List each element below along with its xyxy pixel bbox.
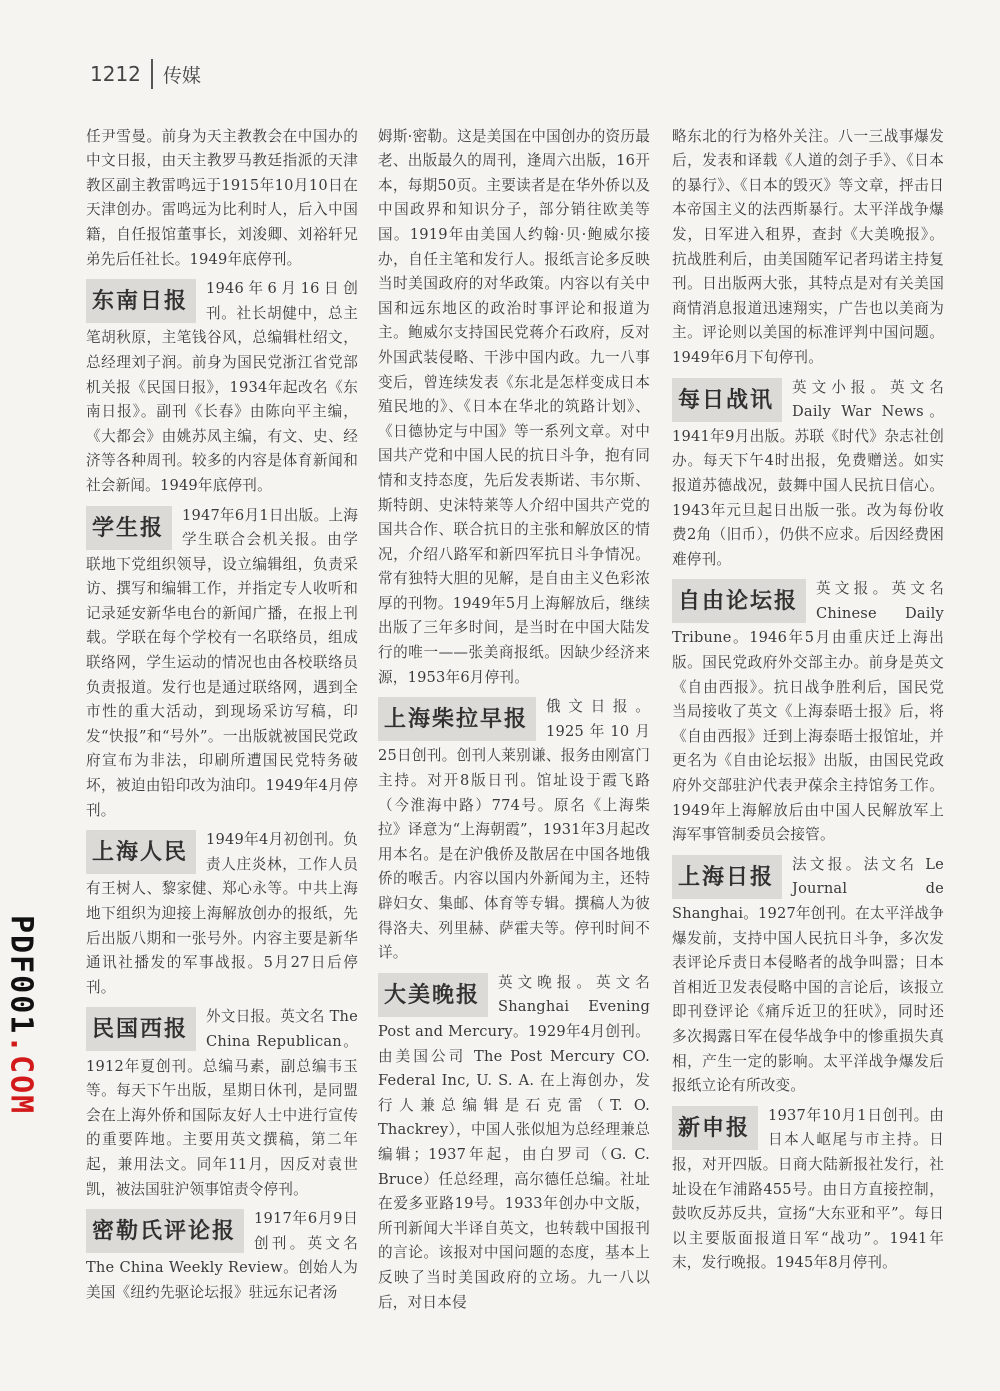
entry-title: 每日战讯 [672,378,782,422]
entry-title: 自由论坛报 [672,579,806,623]
entry-text: 英文报。英文名 Chinese Daily Tribune。1946年5月由重庆迁上海出版。国民党政府外交部主办。前身是英文《自由西报》。抗日战争胜利后，国民党当局接收了英文《上海泰晤士报》后，将《自由西报》迁到上海泰晤士报馆址，并更名为《自由论坛报》出版，由国民党政府外交部驻沪代表尹葆余主持馆务工作。1949年上海解放后由中国人民解放军上海军事管制委员会接管。 [672,580,944,844]
entry-title: 上海柴拉早报 [378,697,536,741]
entry-text: 1937年10月1日创刊。由日本人岖尾与市主持。日报，对开四版。日商大陆新报社发行，社址设在乍浦路455号。由日方直接控制，鼓吹反苏反共，宣扬“大东亚和平”。每日以主要版面报道日军“战功”。1941年末，发行晚报。1945年8月停刊。 [672,1106,944,1272]
entry-text: 法文报。法文名 Le Journal de Shanghai。1927年创刊。在太平洋战争爆发前，支持中国人民抗日斗争，多次发表评论斥责日本侵略者的战争叫嚣；日本首相近卫发表侵略中国的言论后，该报立即刊登评论《痛斥近卫的狂吠》，同时还多次揭露日军在侵华战争中的惨重损失真相，产生一定的影响。太平洋战争爆发后报纸立论有所改变。 [672,855,944,1095]
entry-title: 密勒氏评论报 [86,1209,244,1253]
entry-text: 外文日报。英文名 The China Republican。1912年夏创刊。总编马素，副总编韦玉等。每天下午出版，星期日休刊，是同盟会在上海外侨和国际友好人士中进行宣传的重要阵地。主要用英文撰稿，第二年起，兼用法文。同年11月，因反对袁世凯，被法国驻沪领事馆责令停刊。 [86,1008,358,1198]
entry-ziyou-luntanbao [672,577,944,848]
continued-text: 姆斯·密勒。这是美国在中国创办的资历最老、出版最久的周刊，逢周六出版，16开本，每期50页。主要读者是在华外侨以及中国政界和知识分子，部分销往欧美等国。1919年由美国人约翰·贝·鲍威尔接办，自任主笔和发行人。报纸言论多反映当时美国政府的对华政策。内容以有关中国和远东地区的政治时事评论和报道为主。鲍威尔支持国民党蒋介石政府，反对外国武装侵略、干涉中国内政。九一八事变后，曾连续发表《东北是怎样变成日本殖民地的》、《日本在华北的筑路计划》、《日德协定与中国》等一系列文章。对中国共产党和中国人民的抗日斗争，抱有同情和支持态度，先后发表斯诺、韦尔斯、斯特朗、史沫特莱等人介绍中国共产党的国共合作、联合抗日的主张和解放区的情况，介绍八路军和新四军抗日斗争情况。常有独特大胆的见解，是自由主义色彩浓厚的刊物。1949年5月上海解放后，继续出版了三年多时间，是当时在中国大陆发行的唯一——张美商报纸。因缺少经济来源，1953年6月停刊。 [378,127,650,686]
entry-meiri-zhanxun [672,376,944,573]
entry-text: 1946年6月16日创刊。社长胡健中，总主笔胡秋原，主笔钱谷风，总编辑杜绍文，总经理刘子润。前身为国民党浙江省党部机关报《民国日报》，1934年起改名《东南日报》。副刊《长春》由陈向平主编，《大都会》由姚苏凤主编，有文、史、经济等各种周刊。较多的内容是体育新闻和社会新闻。1949年底停刊。 [86,280,358,494]
entry-text: 英文晚报。英文名 Shanghai Evening Post and Mercury。1929年4月创刊。由美国公司 The Post Mercury CO. Federal Inc, U. S. A. 在上海创办，发行人兼总编辑是石克雷（T. O. Thackrey），中国人张似旭为总经理兼总编辑；1937年起，由白罗司（G. C. Bruce）任总经理，高尔德任总编。社址在爱多亚路19号。1933年创办中文版，所刊新闻大半译自英文，也转载中国报刊的言论。该报对中国问题的态度，基本上反映了当时美国政府的立场。九一八以后，对日本侵 [378,973,650,1311]
continued-text: 任尹雪曼。前身为天主教教会在中国办的中文日报，由天主教罗马教廷指派的天津教区副主教雷鸣远于1915年10月10日在天津创办。雷鸣远为比利时人，后入中国籍，自任报馆董事长，刘浚卿、刘裕轩兄弟先后任社长。1949年底停刊。 [86,127,358,268]
entry-text: 1949年4月初创刊。负责人庄炎林，工作人员有王树人、黎家健、郑心永等。中共上海地下组织为迎接上海解放创办的报纸，先后出版八期和一张号外。内容主要是新华通讯社播发的军事战报。5月27日后停刊。 [86,831,358,996]
entry-mileshi-pinglunbao [86,1207,358,1305]
watermark-text: PDF001 [3,914,39,1036]
header-divider [151,59,153,89]
page-number: 1212 [90,62,141,86]
entry-xuesheng-bao [86,504,358,824]
entry-xinshen-bao [672,1104,944,1276]
section-title: 传媒 [162,64,201,87]
entry-title: 民国西报 [86,1007,196,1051]
entry-title: 学生报 [86,506,172,550]
entry-shanghai-chaila-zaobao [378,695,650,966]
entry-text: 俄文日报。1925年10月25日创刊。创刊人莱别谦、报务由刚富门主持。对开8版日刊。馆址设于霞飞路（今淮海中路）774号。原名《上海柴拉》译意为“上海朝霞”，1931年3月起改用本名。是在沪俄侨及散居在中国各地俄侨的喉舌。内容以国内外新闻为主，还特辟妇女、集邮、体育等专辑。撰稿人为彼得洛夫、列里赫、萨霍夫等。停刊时间不详。 [378,698,650,962]
column-1 [86,110,358,1311]
watermark [3,910,39,1120]
entry-dongnan-ribao [86,277,358,498]
entry-minguo-xibao [86,1005,358,1202]
entry-title: 上海人民 [86,830,196,874]
entry-shanghai-ribao [672,853,944,1099]
entry-title: 东南日报 [86,279,196,323]
continued-text: 略东北的行为格外关注。八一三战事爆发后，发表和译载《人道的刽子手》、《日本的暴行》、《日本的毁灭》等文章，抨击日本帝国主义的法西斯暴行。太平洋战争爆发，日军进入租界，查封《大美晚报》。抗战胜利后，由美国随军记者玛诺主持复刊。日出版两大张，其特点是对有关美国商情消息报道迅速翔实，广告也以美商为主。评论则以美国的标准评判中国问题。1949年6月下旬停刊。 [672,127,944,366]
entry-text: 英文小报。英文名 Daily War News。1941年9月出版。苏联《时代》杂志社创办。每天下午4时出报，免费赠送。如实报道苏德战况，鼓舞中国人民抗日信心。1943年元旦起日出版一张。改为每份收费2角（旧币），仍供不应求。后因经费困难停刊。 [672,378,944,568]
column-3 [672,110,944,1281]
page-header [90,58,201,90]
entry-title: 大美晚报 [378,973,488,1017]
entry-text: 1947年6月1日出版。上海学生联合会机关报。由学联地下党组织领导，设立编辑组，负责采访、撰写和编辑工作，并指定专人收听和记录延安新华电台的新闻广播，在报上刊载。学联在每个学校有一名联络员，组成联络网，学生运动的情况也由各校联络员负责报道。发行也是通过联络网，遇到全市性的重大活动，到现场采访写稿，印发“快报”和“号外”。一出版就被国民党政府宣布为非法，印刷所遭国民党特务破坏，被迫由铅印改为油印。1949年4月停刊。 [86,506,358,819]
entry-text: 1917年6月9日创刊。英文名 The China Weekly Review。创始人为美国《纽约先驱论坛报》驻远东记者汤 [86,1210,358,1301]
entry-damei-wanbao [378,971,650,1315]
entry-title: 新申报 [672,1106,758,1150]
watermark-domain: .COM [3,1035,39,1116]
entry-title: 上海日报 [672,855,782,899]
entry-shanghai-renmin [86,828,358,1000]
column-2 [378,110,650,1320]
